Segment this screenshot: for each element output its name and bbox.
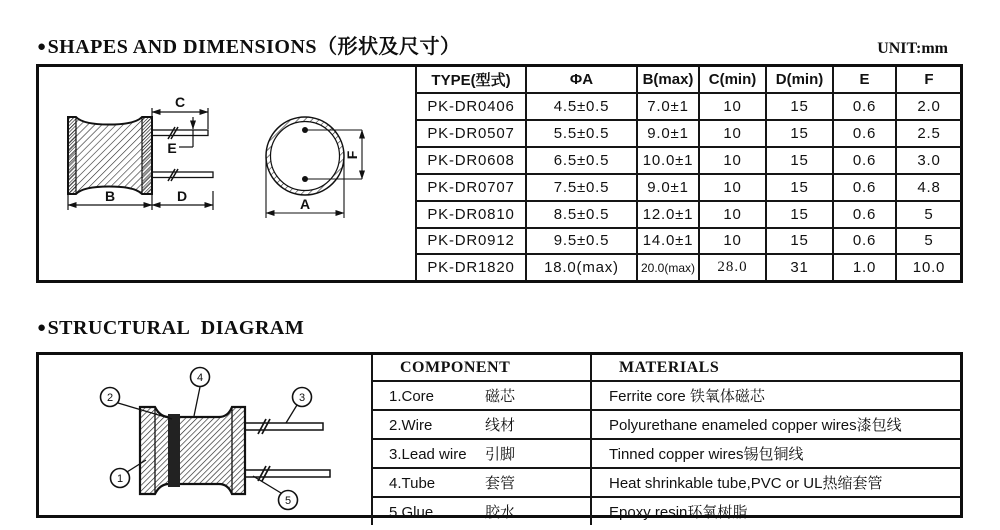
table-cell: PK-DR0810 bbox=[416, 201, 526, 228]
section-title-structure-text: STRUCTURAL DIAGRAM bbox=[47, 317, 305, 339]
table-row bbox=[416, 174, 961, 201]
structure-panel bbox=[36, 352, 963, 521]
table-cell: 31 bbox=[766, 254, 833, 280]
column-header-e: E bbox=[833, 67, 896, 93]
table-cell: PK-DR0608 bbox=[416, 147, 526, 174]
component-cell bbox=[372, 381, 591, 410]
component-name-zh: 套管 bbox=[485, 475, 516, 492]
table-cell: 3.0 bbox=[896, 147, 961, 174]
table-cell: 4.5±0.5 bbox=[526, 93, 637, 120]
dim-label-e: E bbox=[167, 140, 177, 156]
table-cell: PK-DR1820 bbox=[416, 254, 526, 280]
table-cell: 15 bbox=[766, 147, 833, 174]
callout-4-number: 4 bbox=[196, 372, 204, 384]
table-cell: 15 bbox=[766, 174, 833, 201]
lower-lead-wire bbox=[245, 470, 330, 477]
column-header-c: C(min) bbox=[699, 67, 766, 93]
column-header-f: F bbox=[896, 67, 961, 93]
table-cell: 0.6 bbox=[833, 201, 896, 228]
bullet-icon: ● bbox=[37, 320, 47, 336]
table-cell: 10 bbox=[699, 93, 766, 120]
table-cell: PK-DR0707 bbox=[416, 174, 526, 201]
table-row bbox=[416, 120, 961, 147]
structural-drawing bbox=[39, 355, 371, 515]
component-name: 3.Lead wire bbox=[389, 446, 467, 463]
material-cell: Tinned copper wires锡包铜线 bbox=[591, 439, 961, 468]
column-header-component: COMPONENT bbox=[372, 355, 591, 381]
winding-band bbox=[168, 414, 180, 487]
column-header-phi-a: ΦA bbox=[526, 67, 637, 93]
left-flange bbox=[69, 118, 76, 193]
table-cell: 0.6 bbox=[833, 147, 896, 174]
dim-label-f: F bbox=[344, 150, 360, 160]
dim-label-a: A bbox=[299, 196, 311, 212]
table-cell: 5.5±0.5 bbox=[526, 120, 637, 147]
table-cell: 18.0(max) bbox=[526, 254, 637, 280]
component-name: 1.Core bbox=[389, 388, 435, 405]
component-name: 2.Wire bbox=[389, 417, 433, 434]
materials-table bbox=[371, 355, 961, 525]
table-cell: 10 bbox=[699, 228, 766, 255]
dim-label-b: B bbox=[104, 188, 116, 204]
component-name-zh: 线材 bbox=[485, 417, 516, 434]
table-cell: 10 bbox=[699, 174, 766, 201]
shapes-drawing bbox=[39, 67, 415, 280]
table-cell: 4.8 bbox=[896, 174, 961, 201]
table-row bbox=[416, 228, 961, 255]
table-row bbox=[372, 381, 961, 410]
material-cell: Ferrite core 铁氧体磁芯 bbox=[591, 381, 961, 410]
table-cell: 0.6 bbox=[833, 228, 896, 255]
column-header-b: B(max) bbox=[637, 67, 699, 93]
table-row bbox=[372, 497, 961, 525]
table-cell: 14.0±1 bbox=[637, 228, 699, 255]
dim-label-c: C bbox=[174, 94, 186, 110]
table-cell: 12.0±1 bbox=[637, 201, 699, 228]
table-cell: 0.6 bbox=[833, 120, 896, 147]
table-row bbox=[372, 410, 961, 439]
table-header-row bbox=[372, 355, 961, 381]
table-cell: 15 bbox=[766, 93, 833, 120]
table-header-row bbox=[416, 67, 961, 93]
table-row bbox=[416, 93, 961, 120]
table-cell: 2.5 bbox=[896, 120, 961, 147]
table-row bbox=[416, 201, 961, 228]
table-cell: 10 bbox=[699, 120, 766, 147]
table-cell: PK-DR0507 bbox=[416, 120, 526, 147]
component-cell bbox=[372, 439, 591, 468]
component-name: 4.Tube bbox=[389, 475, 436, 492]
callout-3-number: 3 bbox=[298, 392, 306, 404]
drum-core-body bbox=[68, 117, 152, 194]
callout-1-number: 1 bbox=[116, 473, 124, 485]
table-row bbox=[372, 468, 961, 497]
component-cell bbox=[372, 497, 591, 525]
lower-lead-wire bbox=[152, 172, 213, 178]
material-cell: Heat shrinkable tube,PVC or UL热缩套管 bbox=[591, 468, 961, 497]
table-cell: 9.0±1 bbox=[637, 120, 699, 147]
table-cell: 8.5±0.5 bbox=[526, 201, 637, 228]
table-cell: 6.5±0.5 bbox=[526, 147, 637, 174]
dim-label-d: D bbox=[176, 188, 188, 204]
table-cell: 0.6 bbox=[833, 93, 896, 120]
table-cell: 10.0±1 bbox=[637, 147, 699, 174]
section-title-shapes bbox=[37, 30, 461, 59]
callout-5-number: 5 bbox=[284, 495, 292, 507]
section-title-shapes-text: SHAPES AND DIMENSIONS（形状及尺寸） bbox=[47, 36, 461, 58]
shapes-panel bbox=[36, 64, 963, 283]
table-row bbox=[416, 147, 961, 174]
upper-lead-wire bbox=[245, 423, 323, 430]
table-cell: 1.0 bbox=[833, 254, 896, 280]
top-view-drawing bbox=[266, 117, 362, 218]
section-title-structure bbox=[37, 317, 304, 340]
table-cell: 2.0 bbox=[896, 93, 961, 120]
callout-2-number: 2 bbox=[106, 392, 114, 404]
table-cell: 28.0 bbox=[699, 254, 766, 280]
table-cell: 15 bbox=[766, 228, 833, 255]
material-cell: Polyurethane enameled copper wires漆包线 bbox=[591, 410, 961, 439]
table-cell: 15 bbox=[766, 120, 833, 147]
table-cell: PK-DR0406 bbox=[416, 93, 526, 120]
table-cell: 7.5±0.5 bbox=[526, 174, 637, 201]
table-row bbox=[416, 254, 961, 280]
component-name-zh: 胶水 bbox=[485, 504, 516, 521]
table-cell: 7.0±1 bbox=[637, 93, 699, 120]
component-name-zh: 磁芯 bbox=[485, 388, 516, 405]
table-cell: 15 bbox=[766, 201, 833, 228]
component-name: 5.Glue bbox=[389, 504, 434, 521]
component-name-zh: 引脚 bbox=[485, 446, 516, 463]
table-cell: 0.6 bbox=[833, 174, 896, 201]
right-flange bbox=[142, 118, 151, 193]
table-cell: 9.5±0.5 bbox=[526, 228, 637, 255]
bullet-icon: ● bbox=[37, 39, 47, 55]
table-row bbox=[372, 439, 961, 468]
column-header-d: D(min) bbox=[766, 67, 833, 93]
column-header-type: TYPE(型式) bbox=[416, 67, 526, 93]
side-view-drawing bbox=[68, 94, 213, 210]
table-cell: 9.0±1 bbox=[637, 174, 699, 201]
table-cell: 10 bbox=[699, 201, 766, 228]
component-cell bbox=[372, 410, 591, 439]
upper-lead-wire bbox=[152, 130, 208, 136]
table-cell: PK-DR0912 bbox=[416, 228, 526, 255]
table-cell: 5 bbox=[896, 201, 961, 228]
material-cell: Epoxy resin环氧树脂 bbox=[591, 497, 961, 525]
dimension-c bbox=[152, 108, 208, 129]
dimensions-table bbox=[415, 67, 961, 280]
drum-core-body bbox=[140, 407, 245, 494]
table-cell: 20.0(max) bbox=[637, 254, 699, 280]
table-cell: 10 bbox=[699, 147, 766, 174]
table-cell: 10.0 bbox=[896, 254, 961, 280]
column-header-materials: MATERIALS bbox=[591, 355, 961, 381]
component-cell bbox=[372, 468, 591, 497]
table-cell: 5 bbox=[896, 228, 961, 255]
unit-label: UNIT:mm bbox=[877, 40, 948, 57]
